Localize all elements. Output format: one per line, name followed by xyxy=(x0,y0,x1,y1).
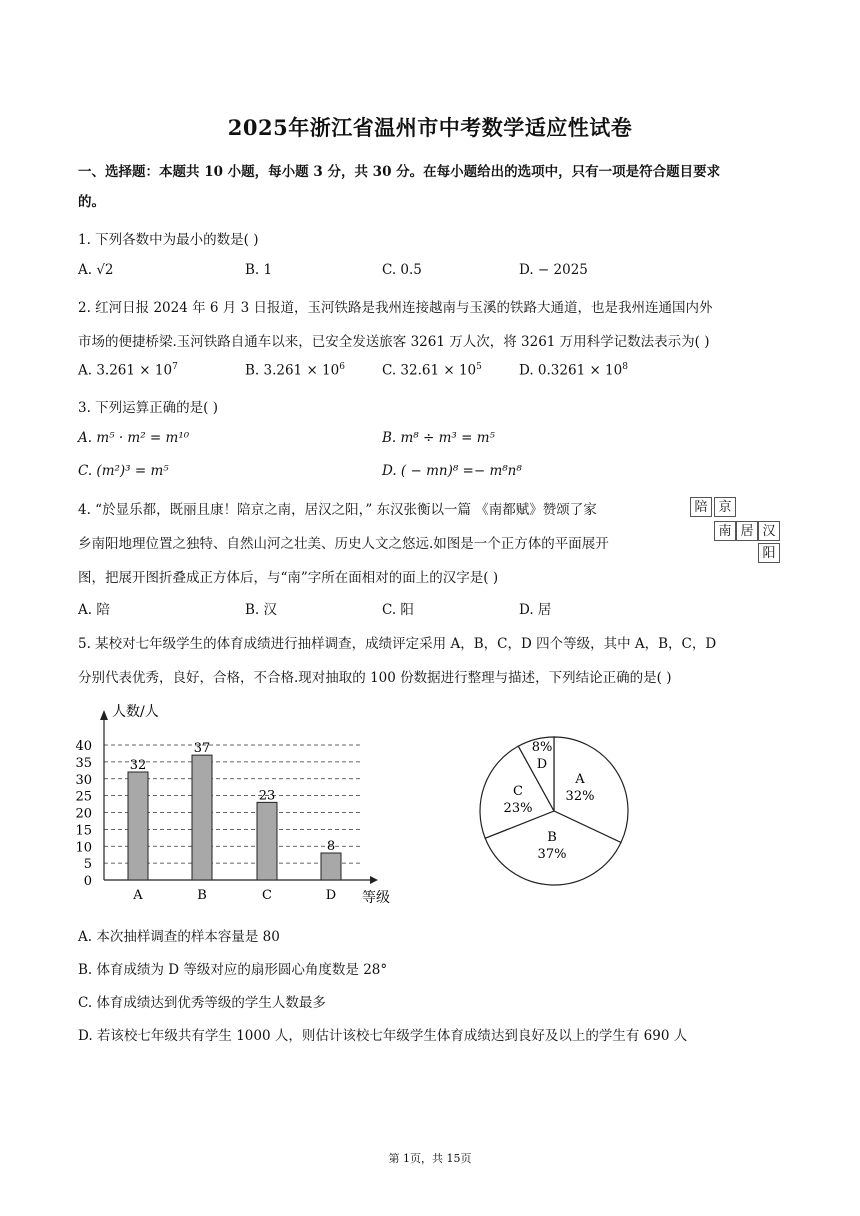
x-axis-label: 等级 xyxy=(362,890,390,906)
page-title: 2025年浙江省温州市中考数学适应性试卷 xyxy=(227,115,633,140)
section-heading-cont: 的。 xyxy=(78,194,105,210)
q2-stem-line2: 市场的便捷桥梁.玉河铁路自通车以来，已安全发送旅客 3261 万人次，将 3261 万用科学记数法表示为( ) xyxy=(78,334,710,350)
bar-value-label: 8 xyxy=(326,839,336,854)
bar-value-label: 32 xyxy=(129,758,147,773)
net-cell-ju: 居 xyxy=(736,521,758,541)
q4-option-d: D. 居 xyxy=(519,602,552,618)
bar-C xyxy=(257,802,277,880)
y-tick-label: 35 xyxy=(75,755,92,771)
q1-option-b: B. 1 xyxy=(245,262,273,278)
net-cell-nan: 南 xyxy=(714,521,736,541)
bar-value-label: 37 xyxy=(193,741,211,757)
q5-stem-line1: 5. 某校对七年级学生的体育成绩进行抽样调查，成绩评定采用 A，B，C，D 四个等级，其中 A，B，C，D xyxy=(78,636,717,652)
y-tick-label: 40 xyxy=(75,739,92,754)
pie-label-category: C xyxy=(513,784,523,799)
cube-net-figure xyxy=(690,497,782,569)
q1-stem: 1. 下列各数中为最小的数是( ) xyxy=(78,232,259,248)
net-cell-yang: 阳 xyxy=(758,543,780,563)
q3-option-a: A. m⁵ · m² = m¹⁰ xyxy=(78,430,190,446)
y-tick-label: 5 xyxy=(83,857,92,873)
y-axis-label: 人数/人 xyxy=(112,704,159,720)
bar-A xyxy=(128,772,148,880)
q5-option-b: B. 体育成绩为 D 等级对应的扇形圆心角度数是 28° xyxy=(78,962,388,978)
y-tick-label: 30 xyxy=(75,772,92,788)
q3-option-d: D. ( − mn)⁸ =− m⁸n⁸ xyxy=(382,463,522,479)
x-tick-label: D xyxy=(325,888,337,903)
pie-label-category: A xyxy=(575,772,585,787)
page-footer: 第 1页，共 15页 xyxy=(388,1152,472,1165)
y-tick-label: 25 xyxy=(75,789,92,805)
y-tick-label: 15 xyxy=(75,823,92,839)
pie-label-category: D xyxy=(536,757,548,772)
net-cell-han: 汉 xyxy=(758,521,780,541)
y-tick-label: 20 xyxy=(75,806,92,822)
q5-option-d: D. 若该校七年级共有学生 1000 人，则估计该校七年级学生体育成绩达到良好及以上的学生有 690 人 xyxy=(78,1028,688,1044)
pie-label-percent: 23% xyxy=(503,801,533,816)
q4-option-c: C. 阳 xyxy=(382,602,414,618)
bar-D xyxy=(321,853,341,880)
q2-option-c: C. $32.61 \times 10^5$ xyxy=(382,362,482,379)
q4-stem-line3: 图，把展开图折叠成正方体后，与“南”字所在面相对的面上的汉字是( ) xyxy=(78,570,499,586)
q1-option-c: C. 0.5 xyxy=(382,262,422,278)
pie-chart xyxy=(470,725,650,895)
q4-stem-line2: 乡南阳地理位置之独特、自然山河之壮美、历史人文之悠远.如图是一个正方体的平面展开 xyxy=(78,536,609,552)
q3-option-c: C. (m²)³ = m⁵ xyxy=(78,463,169,479)
q4-stem-line1: 4. “於显乐都，既丽且康！陪京之南，居汉之阳，” 东汉张衡以一篇 《南都赋》赞颂了家 xyxy=(78,502,597,518)
x-tick-label: B xyxy=(197,888,207,903)
q4-option-a: A. 陪 xyxy=(78,602,110,618)
bar-B xyxy=(192,755,212,880)
q5-stem-line2: 分别代表优秀，良好，合格，不合格.现对抽取的 100 份数据进行整理与描述，下列结论正确的是( ) xyxy=(78,670,672,686)
y-tick-label: 0 xyxy=(83,874,92,889)
q1-option-d: D. − 2025 xyxy=(519,262,588,278)
q2-option-a: A. $3.261 \times 10^7$ xyxy=(78,362,178,379)
pie-label-percent: 37% xyxy=(537,847,567,862)
q5-option-c: C. 体育成绩达到优秀等级的学生人数最多 xyxy=(78,995,326,1011)
q3-option-b: B. m⁸ ÷ m³ = m⁵ xyxy=(382,430,495,446)
q1-option-a: A. √2 xyxy=(78,262,114,278)
q3-stem: 3. 下列运算正确的是( ) xyxy=(78,400,218,416)
pie-label-category: B xyxy=(547,830,557,845)
x-tick-label: C xyxy=(262,888,272,903)
q2-stem-line1: 2. 红河日报 2024 年 6 月 3 日报道，玉河铁路是我州连接越南与玉溪的铁路大通道，也是我州连通国内外 xyxy=(78,300,713,316)
x-axis-arrow xyxy=(370,876,378,884)
net-cell-pei: 陪 xyxy=(690,497,712,517)
q5-option-a: A. 本次抽样调查的样本容量是 80 xyxy=(78,929,280,945)
y-axis-arrow xyxy=(100,710,108,720)
pie-label-percent: 8% xyxy=(531,740,553,755)
bar-chart xyxy=(70,700,410,910)
q2-option-d: D. $0.3261 \times 10^8$ xyxy=(519,362,628,379)
q2-option-b: B. $3.261 \times 10^6$ xyxy=(245,362,345,379)
bar-value-label: 23 xyxy=(258,788,276,804)
pie-label-percent: 32% xyxy=(565,789,595,804)
y-tick-label: 10 xyxy=(75,840,92,856)
section-heading: 一、选择题：本题共 10 小题，每小题 3 分，共 30 分。在每小题给出的选项中，只有一项是符合题目要求 xyxy=(78,164,721,180)
x-tick-label: A xyxy=(133,888,143,903)
q4-option-b: B. 汉 xyxy=(245,602,278,618)
net-cell-jing: 京 xyxy=(714,497,736,517)
